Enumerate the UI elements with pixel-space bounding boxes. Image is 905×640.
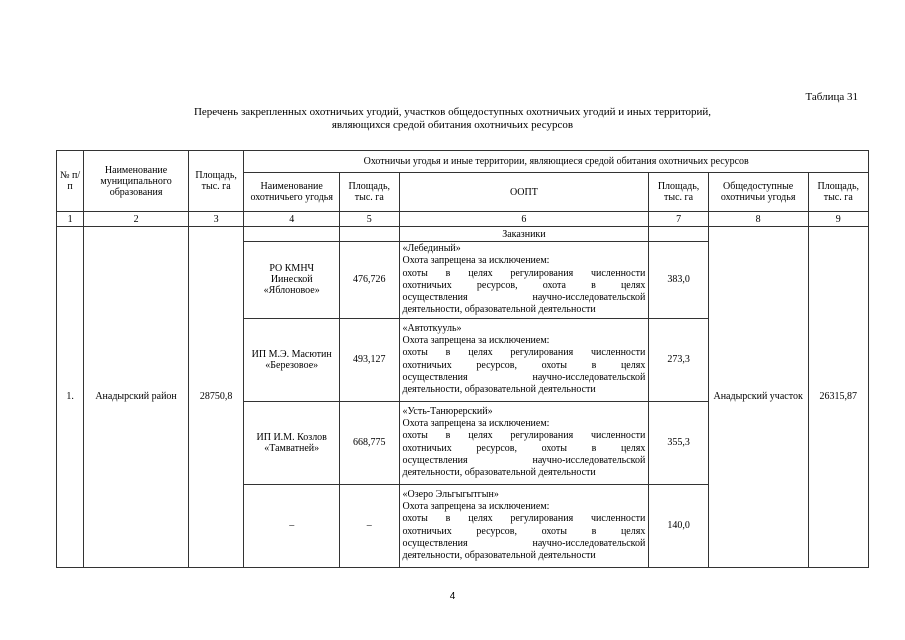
oopt-line: охотничьих ресурсов, охоты в целях xyxy=(402,442,646,454)
band-empty-cell xyxy=(244,227,340,242)
hunting-name: РО КМНЧ Иинеской «Яблоновое» xyxy=(244,242,340,319)
row-num: 1. xyxy=(57,227,84,568)
row-public-area: 26315,87 xyxy=(808,227,868,568)
row-area: 28750,8 xyxy=(188,227,243,568)
header-oopt-area: Площадь, тыс. га xyxy=(649,173,708,212)
header-oopt: ООПТ xyxy=(399,173,649,212)
col-number: 5 xyxy=(340,212,399,227)
col-number: 8 xyxy=(708,212,808,227)
hunting-area: 668,775 xyxy=(340,401,399,484)
oopt-name: «Автоткууль» xyxy=(402,322,462,334)
row-public-land: Анадырский участок xyxy=(708,227,808,568)
band-empty-cell xyxy=(649,227,708,242)
oopt-line: осуществления научно-исследовательской xyxy=(402,292,646,304)
oopt-description xyxy=(399,242,649,319)
document-title xyxy=(0,106,905,132)
band-label: Заказники xyxy=(399,227,649,242)
oopt-area: 355,3 xyxy=(649,401,708,484)
oopt-description xyxy=(399,484,649,567)
header-hunting-area: Площадь, тыс. га xyxy=(340,173,399,212)
oopt-line: Охота запрещена за исключением: xyxy=(402,501,550,513)
oopt-line: Охота запрещена за исключением: xyxy=(402,335,550,347)
header-group: Охотничьи угодья и иные территории, являющиеся средой обитания охотничьих ресурсов xyxy=(244,151,869,173)
col-number: 1 xyxy=(57,212,84,227)
header-area: Площадь, тыс. га xyxy=(188,151,243,212)
oopt-line: осуществления научно-исследовательской xyxy=(402,538,646,550)
hunting-name: ИП М.Э. Масютин «Березовое» xyxy=(244,318,340,401)
hunting-name: ИП И.М. Козлов «Тамватней» xyxy=(244,401,340,484)
col-number: 2 xyxy=(84,212,189,227)
title-line-1: Перечень закрепленных охотничьих угодий, участков общедоступных охотничьих угодий и иных территорий, xyxy=(193,106,712,118)
oopt-line: осуществления научно-исследовательской xyxy=(402,372,646,384)
col-number: 9 xyxy=(808,212,868,227)
oopt-line: охоты в целях регулирования численности xyxy=(402,430,646,442)
oopt-line: Охота запрещена за исключением: xyxy=(402,418,550,430)
oopt-name: «Усть-Танюрерский» xyxy=(402,405,493,417)
header-public-area: Площадь, тыс. га xyxy=(808,173,868,212)
oopt-line: деятельности, образовательной деятельности xyxy=(402,467,596,479)
oopt-line: охоты в целях регулирования численности xyxy=(402,347,646,359)
col-number: 3 xyxy=(188,212,243,227)
hunting-grounds-table xyxy=(56,150,869,568)
oopt-line: охоты в целях регулирования численности xyxy=(402,267,646,279)
row-municipality: Анадырский район xyxy=(84,227,189,568)
hunting-area: 476,726 xyxy=(340,242,399,319)
hunting-area: 493,127 xyxy=(340,318,399,401)
col-number: 7 xyxy=(649,212,708,227)
header-municipality: Наименование муниципального образования xyxy=(84,151,189,212)
oopt-description xyxy=(399,401,649,484)
title-line-2: являющихся средой обитания охотничьих ресурсов xyxy=(331,119,574,131)
hunting-name: – xyxy=(244,484,340,567)
page-number: 4 xyxy=(449,591,456,602)
oopt-line: охотничьих ресурсов, охоты в целях xyxy=(402,525,646,537)
oopt-line: деятельности, образовательной деятельности xyxy=(402,550,596,562)
oopt-area: 383,0 xyxy=(649,242,708,319)
header-public-land: Общедоступные охотничьи угодья xyxy=(708,173,808,212)
header-hunting-name: Наименование охотничьего угодья xyxy=(244,173,340,212)
table-label: Таблица 31 xyxy=(805,91,858,103)
oopt-line: осуществления научно-исследовательской xyxy=(402,455,646,467)
header-num: № п/п xyxy=(57,151,84,212)
oopt-name: «Лебединый» xyxy=(402,243,461,254)
hunting-area: – xyxy=(340,484,399,567)
oopt-description xyxy=(399,318,649,401)
col-number: 6 xyxy=(399,212,649,227)
col-number: 4 xyxy=(244,212,340,227)
oopt-line: охоты в целях регулирования численности xyxy=(402,513,646,525)
oopt-line: деятельности, образовательной деятельности xyxy=(402,304,596,316)
oopt-line: охотничьих ресурсов, охоты в целях xyxy=(402,359,646,371)
band-empty-cell xyxy=(340,227,399,242)
oopt-area: 140,0 xyxy=(649,484,708,567)
oopt-name: «Озеро Эльгыгытгын» xyxy=(402,488,499,500)
oopt-line: охотничьих ресурсов, охота в целях xyxy=(402,279,646,291)
oopt-line: Охота запрещена за исключением: xyxy=(402,255,550,267)
oopt-area: 273,3 xyxy=(649,318,708,401)
oopt-line: деятельности, образовательной деятельности xyxy=(402,384,596,396)
